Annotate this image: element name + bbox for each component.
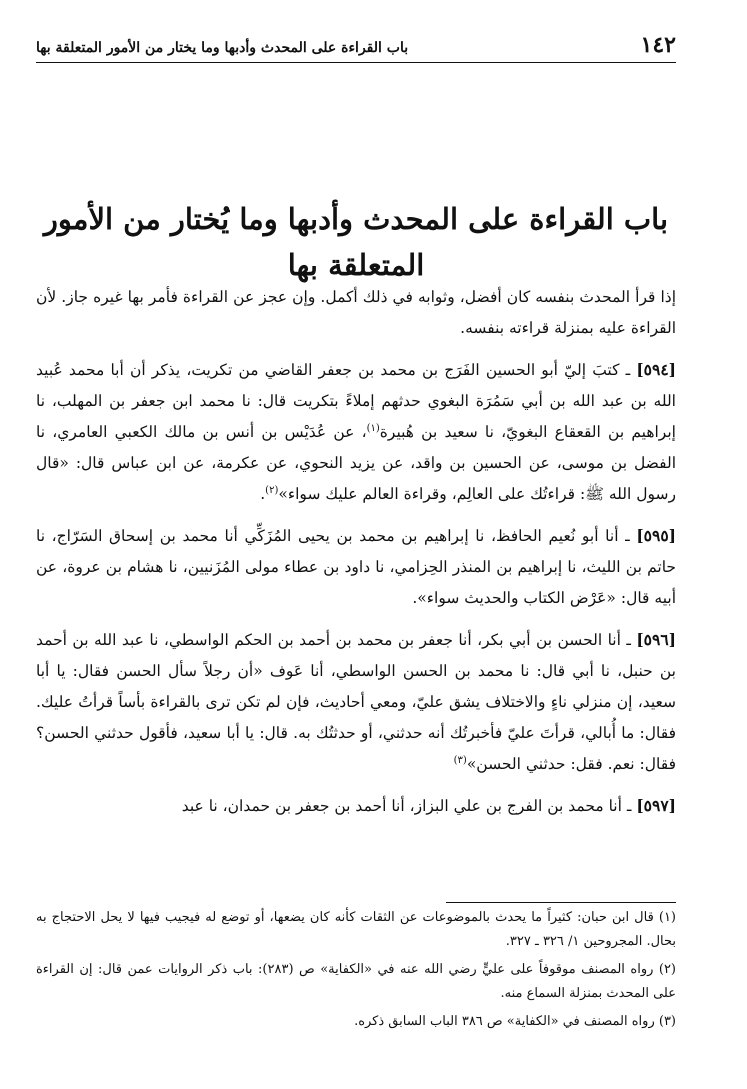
footnote-1: (١) قال ابن حبان: كثيراً ما يحدث بالموضوعات عن الثقات كأنه كان يضعها، أو توضع له فيجيب فيها لا يحل الاحتجاج به بحال. المجروحين ١/ ٣٢٦ ـ ٣٢٧.: [36, 910, 676, 949]
running-header: [36, 34, 676, 56]
hadith-596: [36, 624, 676, 780]
chapter-title: باب القراءة على المحدث وأدبها وما يُختار من الأمور المتعلقة بها: [43, 202, 669, 282]
footnote-ref-2: (٢): [265, 484, 279, 496]
footnote-2: (٢) رواه المصنف موقوفاً على عليٍّ رضي الله عنه في «الكفاية» ص (٢٨٣): باب ذكر الروايات عمن قال: إن القراءة على المحدث بمنزلة السماع منه.: [36, 962, 676, 1001]
hadith-number: [٥٩٤]: [636, 360, 676, 379]
hadith-594: [36, 354, 676, 510]
hadith-597: [36, 790, 676, 822]
hadith-text: ـ كتبَ إليّ أبو الحسين الفَرَج بن محمد بن جعفر القاضي من تكريت، يذكر أن أبا محمد عُبيد الله بن عبد الله بن أبي سَمُرَة البغوي حدثهم إملاءً بتكريت قال: نا محمد ابن جعفر بن المهلب، نا إبراهيم بن القعقاع البغويّ، نا سعيد بن هُبيرة: [36, 361, 676, 441]
intro-paragraph: إذا قرأ المحدث بنفسه كان أفضل، وثوابه في ذلك أكمل. وإن عجز عن القراءة فأمر بها غيره جاز. لأن القراءة عليه بمنزلة قراءته بنفسه.: [36, 288, 676, 337]
hadith-text: ـ أنا الحسن بن أبي بكر، أنا جعفر بن محمد بن أحمد بن الحكم الواسطي، نا عبد الله بن أحمد بن حنبل، نا أبي قال: نا محمد بن الحسن الواسطي، أنا عَوف «أن رجلاً سأل الحسن فقال: يا أبا سعيد، إن منزلي ناءٍ والاختلاف يشق عليّ، ومعي أحاديث، فإن لم تكن ترى بالقراءة بأساً قرأتُ عليك. فقال: ما أُبالي، قرأتَ عليّ فأخبرتُك أنه حدثني، أو حدثتُك به. قال: يا أبا سعيد، فأقول حدثني الحسن؟ فقال: نعم. فقل: حدثني الحسن»: [36, 631, 676, 773]
footnote-3: (٣) رواه المصنف في «الكفاية» ص ٣٨٦ الباب السابق ذكره.: [354, 1014, 676, 1029]
running-title: باب القراءة على المحدث وأدبها وما يختار من الأمور المتعلقة بها: [36, 40, 409, 56]
hadith-text: ـ أنا أبو نُعيم الحافظ، نا إبراهيم بن محمد بن يحيى المُزَكِّي أنا محمد بن إسحاق السَرّاج، نا حاتم بن الليث، نا إبراهيم بن المنذر الحِزامي، نا داود بن عطاء مولى المُزَنيين، نا هشام بن عروة، عن أبيه قال: «عَرْض الكتاب والحديث سواء».: [36, 527, 676, 607]
hadith-text: ، عن عُدَيْس بن أنس بن مالك الكعبي العامري، نا الفضل بن موسى، عن الحسين بن واقد، عن يزيد النحوي، عن عكرمة، عن ابن عباس قال: «قال رسول الله ﷺ: قراءتُك على العالِم، وقراءة العالم عليك سواء»: [36, 423, 676, 503]
hadith-text: .: [260, 485, 266, 503]
hadith-595: [36, 520, 676, 614]
hadith-number: [٥٩٥]: [636, 526, 676, 545]
footnote-ref-3: (٣): [453, 754, 467, 766]
header-rule: [36, 62, 676, 63]
page-number: ١٤٢: [640, 32, 676, 58]
footnote-rule: [446, 902, 676, 903]
hadith-number: [٥٩٧]: [636, 796, 676, 815]
footnote-ref-1: (١): [366, 422, 380, 434]
main-text: [36, 282, 676, 832]
hadith-number: [٥٩٦]: [636, 630, 676, 649]
hadith-text: ـ أنا محمد بن الفرج بن علي البزاز، أنا أحمد بن جعفر بن حمدان، نا عبد: [181, 797, 637, 815]
footnotes: [36, 906, 676, 1038]
